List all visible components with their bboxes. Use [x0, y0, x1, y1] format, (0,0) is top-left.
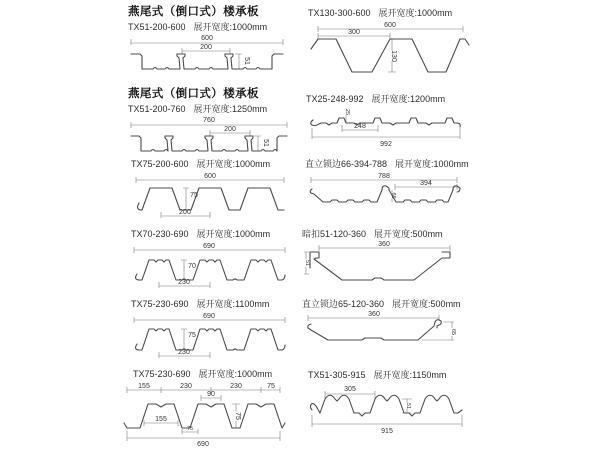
model-line	[308, 370, 466, 381]
dim-height: 51	[304, 259, 310, 266]
model-line	[131, 159, 289, 170]
dim-height: 65	[450, 328, 456, 335]
profile-drawing-tx75-230-690-1100	[131, 312, 289, 362]
model-code: TX70-230-690	[131, 229, 189, 239]
model-line	[308, 8, 470, 19]
dim-pitch: 200	[200, 44, 212, 52]
dim-seg-d: 75	[267, 382, 275, 390]
section-tx25-248-992	[306, 94, 466, 151]
unfold-width-label: 展开宽度:500mm	[374, 229, 443, 239]
unfold-width-label: 展开宽度:1000mm	[193, 21, 268, 32]
dim-pitch: 394	[420, 179, 432, 187]
unfold-width-label: 展开宽度:1000mm	[198, 369, 273, 379]
section-tx51-200-760	[128, 88, 291, 156]
dim-height: 66	[390, 192, 396, 199]
profile-drawing-tx130-300-600	[308, 21, 470, 79]
model-code: 直立锁边65-120-360	[302, 299, 385, 309]
dim-pitch: 300	[348, 28, 360, 36]
dim-height: 75	[188, 331, 196, 339]
model-code: 暗扣51-120-360	[302, 229, 367, 239]
model-line	[128, 22, 290, 33]
profile-drawing-standing-seam-360	[302, 312, 464, 350]
dim-overall: 600	[201, 35, 213, 43]
profile-drawing-concealed-clip-360	[302, 242, 462, 286]
dim-rib-base: 155	[155, 415, 167, 423]
dim-pitch: 248	[354, 122, 366, 130]
dim-valley: 75	[186, 425, 194, 432]
section-ankou-51-120-360	[302, 226, 462, 286]
model-code: TX51-200-760	[128, 103, 186, 114]
dim-overall: 600	[384, 21, 396, 29]
profile-drawing-dovetail-600	[128, 34, 290, 74]
profile-drawing-tx25-248-992	[306, 107, 466, 151]
section-tx75-230-690-1100	[131, 296, 289, 362]
profile-drawing-tx75-230-690-1000	[119, 382, 287, 448]
profile-drawing-dovetail-760	[128, 116, 291, 156]
section-zhilisubian-65-120-360	[302, 296, 464, 350]
dim-overall: 992	[380, 140, 392, 148]
unfold-width-label: 展开宽度:1150mm	[373, 370, 447, 380]
dim-height: 75	[234, 411, 241, 420]
dim-pitch: 200	[179, 208, 191, 216]
model-line	[128, 104, 291, 115]
dim-pitch: 230	[178, 348, 190, 356]
unfold-width-label: 展开宽度:1250mm	[193, 103, 268, 114]
dim-height: 70	[188, 262, 196, 270]
model-code: TX25-248-992	[306, 94, 364, 104]
dim-height: 75	[190, 191, 198, 199]
section-tx130-300-600	[308, 8, 470, 79]
model-line	[302, 229, 462, 240]
dim-overall: 600	[204, 172, 216, 180]
model-line	[131, 299, 289, 310]
unfold-width-label: 展开宽度:1100mm	[196, 299, 270, 309]
profile-drawing-tx51-305-915	[308, 383, 466, 439]
dim-overall: 360	[378, 240, 390, 248]
dim-pitch: 305	[344, 385, 356, 393]
dim-height: 51	[405, 402, 411, 409]
dim-pitch: 200	[224, 126, 236, 134]
section-title: 燕尾式（倒口式）楼承板	[128, 88, 259, 100]
dim-overall: 690	[197, 440, 209, 448]
model-line	[119, 369, 287, 380]
unfold-width-label: 展开宽度:1000mm	[395, 159, 469, 169]
model-line	[131, 229, 289, 240]
dim-overall: 788	[378, 172, 390, 180]
section-tx70-230-690	[131, 226, 289, 292]
dim-overall: 360	[368, 310, 380, 318]
model-line	[306, 94, 466, 105]
model-line	[305, 159, 469, 170]
section-zhilisubian-66-394-788	[305, 156, 469, 208]
model-code: TX75-200-600	[131, 159, 189, 169]
dim-seg-b: 230	[180, 382, 192, 390]
dim-height: 25	[344, 108, 350, 115]
profile-drawing-tx75-200-600	[131, 172, 289, 222]
dim-pitch: 230	[178, 278, 190, 286]
model-code: 直立锁边66-394-788	[305, 159, 388, 169]
dim-overall: 915	[381, 427, 393, 435]
dim-overall: 760	[203, 117, 215, 125]
dim-height: 51	[262, 139, 269, 148]
dim-height: 51	[243, 57, 250, 66]
model-code: TX51-305-915	[308, 370, 366, 380]
section-tx75-230-690-1000	[119, 366, 287, 448]
unfold-width-label: 展开宽度:500mm	[392, 299, 461, 309]
dim-overall: 690	[203, 312, 215, 320]
unfold-width-label: 展开宽度:1000mm	[196, 159, 271, 169]
profile-drawing-standing-seam-788	[305, 172, 465, 208]
model-code: TX75-230-690	[133, 369, 191, 379]
model-code: TX130-300-600	[308, 8, 371, 18]
profile-drawing-tx70-230-690	[131, 242, 289, 292]
dim-overall: 690	[203, 242, 215, 250]
model-line	[302, 299, 464, 310]
section-tx75-200-600	[131, 156, 289, 222]
dim-seg-c: 230	[230, 382, 242, 390]
unfold-width-label: 展开宽度:1200mm	[371, 94, 446, 104]
section-tx51-200-600	[128, 6, 290, 74]
dim-top-mid: 90	[207, 390, 215, 398]
dim-seg-a: 155	[138, 382, 150, 390]
section-tx51-305-915	[308, 367, 466, 439]
model-code: TX51-200-600	[128, 21, 186, 32]
unfold-width-label: 展开宽度:1000mm	[378, 8, 453, 18]
model-code: TX75-230-690	[131, 299, 189, 309]
dim-height: 130	[390, 49, 397, 62]
unfold-width-label: 展开宽度:1000mm	[196, 229, 271, 239]
section-title: 燕尾式（倒口式）楼承板	[128, 6, 259, 18]
